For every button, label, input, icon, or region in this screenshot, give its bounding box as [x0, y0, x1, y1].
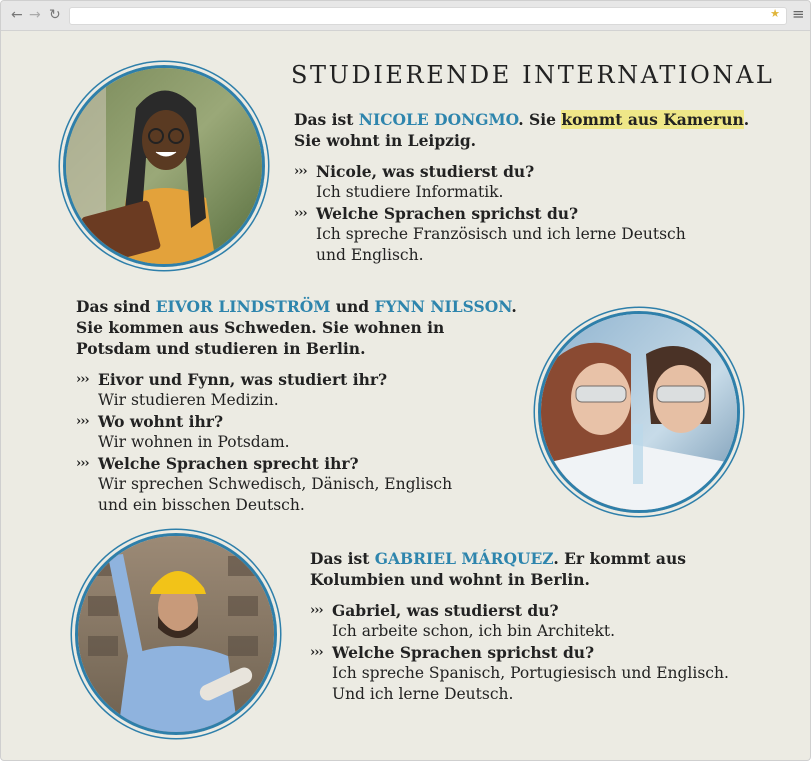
chevron-marker-icon: ››› — [76, 414, 89, 429]
chevron-marker-icon: ››› — [310, 603, 323, 618]
arrow-left-icon[interactable]: ← — [11, 7, 23, 23]
chevron-marker-icon: ››› — [294, 164, 307, 179]
question — [76, 369, 517, 390]
chevron-marker-icon: ››› — [76, 456, 89, 471]
student-eivor-fynn — [76, 296, 517, 516]
photo-nicole — [63, 65, 265, 267]
chevron-marker-icon: ››› — [76, 372, 89, 387]
page-title: STUDIERENDE INTERNATIONAL — [291, 61, 775, 89]
answer: Wir sprechen Schwedisch, Dänisch, Englisch — [98, 475, 453, 493]
question-text: Nicole, was studierst du? — [316, 162, 535, 181]
question — [310, 600, 729, 621]
star-icon[interactable]: ★ — [770, 7, 780, 20]
student-nicole — [294, 109, 749, 266]
question-text: Welche Sprachen sprichst du? — [332, 643, 595, 662]
qa-list — [76, 369, 517, 516]
address-bar[interactable] — [69, 7, 787, 25]
hamburger-menu-icon[interactable]: ≡ — [792, 5, 805, 23]
question — [294, 203, 749, 224]
question — [294, 161, 749, 182]
reload-icon[interactable]: ↻ — [49, 7, 61, 23]
question-text: Eivor und Fynn, was studiert ihr? — [98, 370, 388, 389]
intro-text: . Er kommt aus — [553, 549, 686, 568]
chevron-marker-icon: ››› — [310, 645, 323, 660]
intro-line: Kolumbien und wohnt in Berlin. — [310, 570, 590, 589]
student-name: EIVOR LINDSTRÖM — [155, 297, 331, 316]
intro-text: Das ist — [310, 549, 375, 568]
student-name: NICOLE DONGMO — [358, 110, 519, 129]
answer: Ich spreche Französisch und ich lerne Deutsch — [316, 225, 686, 243]
intro-text: und — [330, 297, 375, 316]
student-name: GABRIEL MÁRQUEZ — [374, 549, 554, 568]
photo-gabriel — [75, 533, 277, 735]
answer: Wir wohnen in Potsdam. — [98, 433, 290, 451]
question-text: Welche Sprachen sprecht ihr? — [98, 454, 359, 473]
answer: Ich arbeite schon, ich bin Architekt. — [332, 622, 616, 640]
browser-toolbar — [1, 1, 810, 31]
student-gabriel — [310, 548, 729, 705]
intro-text: . Sie — [518, 110, 562, 129]
intro-gabriel — [310, 548, 729, 569]
answer: Ich spreche Spanisch, Portugiesisch und Englisch. — [332, 664, 729, 682]
question — [310, 642, 729, 663]
intro-nicole — [294, 109, 749, 130]
intro-line: Potsdam und studieren in Berlin. — [76, 339, 366, 358]
answer: und Englisch. — [316, 246, 424, 264]
intro-text: . — [511, 297, 517, 316]
question-text: Welche Sprachen sprichst du? — [316, 204, 579, 223]
student-name: FYNN NILSSON — [374, 297, 512, 316]
chevron-marker-icon: ››› — [294, 206, 307, 221]
answer: und ein bisschen Deutsch. — [98, 496, 305, 514]
intro-text: Das sind — [76, 297, 156, 316]
highlighted-text: kommt aus Kamerun — [561, 110, 744, 129]
question — [76, 453, 517, 474]
question-text: Gabriel, was studierst du? — [332, 601, 559, 620]
question — [76, 411, 517, 432]
intro-eivor-fynn — [76, 296, 517, 317]
intro-text: Das ist — [294, 110, 359, 129]
intro-text: . — [743, 110, 750, 129]
intro-line: Sie kommen aus Schweden. Sie wohnen in — [76, 318, 445, 337]
qa-list — [310, 600, 729, 705]
intro-line: Sie wohnt in Leipzig. — [294, 131, 477, 150]
answer: Wir studieren Medizin. — [98, 391, 279, 409]
arrow-right-icon[interactable]: → — [29, 7, 41, 23]
answer: Ich studiere Informatik. — [316, 183, 504, 201]
answer: Und ich lerne Deutsch. — [332, 685, 514, 703]
photo-eivor-fynn — [538, 311, 740, 513]
qa-list — [294, 161, 749, 266]
question-text: Wo wohnt ihr? — [98, 412, 224, 431]
